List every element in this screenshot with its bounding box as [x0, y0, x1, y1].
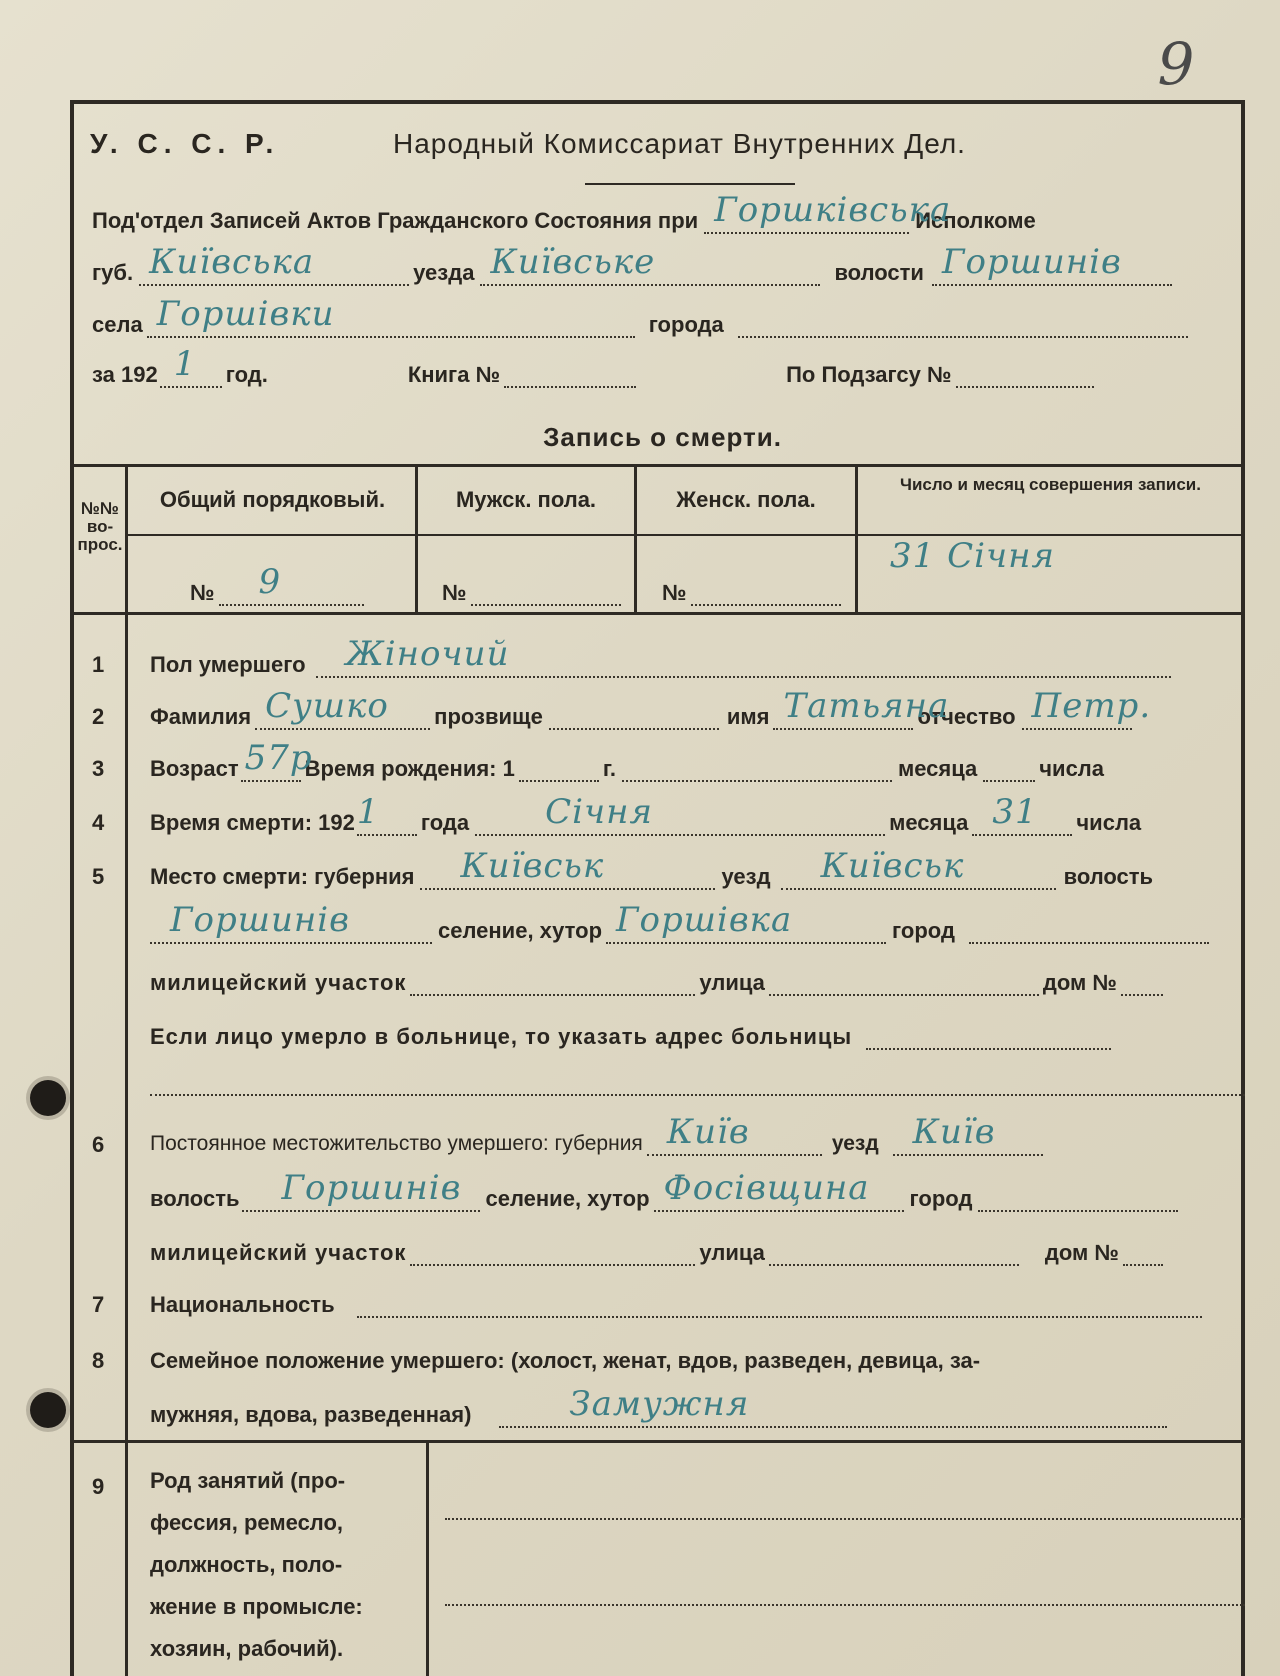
q2-patr-field[interactable]	[1022, 686, 1152, 730]
q6-uezd-handwriting: Київ	[912, 1112, 996, 1152]
general-number-header: Общий порядковый.	[159, 487, 386, 512]
q5-house-field[interactable]	[1121, 978, 1163, 996]
uezd-field[interactable]	[480, 242, 820, 286]
q8-label-line1: Семейное положение умершего: (холост, женат, вдов, разведен, девица, за-	[150, 1348, 981, 1373]
q4-year-field[interactable]	[356, 792, 417, 836]
q7-field[interactable]	[357, 1300, 1202, 1318]
q3-age-field[interactable]	[241, 738, 313, 782]
q5-uezd-handwriting: Київськ	[820, 846, 965, 886]
q3-row	[150, 738, 1105, 782]
q6-volost-label: волость	[150, 1186, 240, 1211]
q3-month-label: месяца	[897, 756, 978, 781]
q6-street-label: улица	[699, 1240, 765, 1265]
q5-house-label: дом №	[1042, 970, 1117, 995]
book-label: Книга №	[407, 362, 501, 387]
q2-name-label: имя	[726, 704, 770, 729]
q5-hospital-field-2[interactable]	[150, 1078, 1245, 1096]
q9-number: 9	[92, 1474, 105, 1499]
q8-handwriting: Замужня	[569, 1384, 750, 1424]
q5-hospital-field[interactable]	[866, 1032, 1111, 1050]
selo-handwriting: Горшівки	[156, 294, 335, 334]
q3-day-label: числа	[1039, 756, 1105, 781]
male-number-cell	[442, 580, 621, 606]
subdept-row	[92, 190, 1036, 234]
male-header: Мужск. пола.	[455, 487, 597, 512]
q9-line3: должность, поло-	[150, 1552, 343, 1577]
q5-gub-field[interactable]	[420, 846, 715, 890]
q6-militia-label: милицейский участок	[150, 1240, 407, 1265]
commissariat-title: Народный Комиссариат Внутренних Дел.	[393, 128, 966, 159]
q2-surname-field[interactable]	[255, 686, 430, 730]
year-row	[92, 344, 1094, 388]
book-field[interactable]	[504, 370, 636, 388]
uezd-handwriting: Київське	[490, 242, 656, 282]
q6-uezd-field[interactable]	[893, 1112, 1043, 1156]
q6-gorod-field[interactable]	[978, 1194, 1178, 1212]
female-header: Женск. пола.	[676, 487, 816, 512]
republic-title: У. С. С. Р.	[90, 128, 280, 159]
general-number-cell	[190, 562, 364, 606]
q7-row	[150, 1292, 1202, 1318]
q5-volost-handwriting: Горшинів	[170, 900, 350, 940]
q9-line1: Род занятий (про-	[150, 1468, 346, 1493]
q5-uezd-label: уезд	[721, 864, 771, 889]
q7-label: Национальность	[150, 1292, 335, 1317]
q2-row	[150, 686, 1152, 730]
q6-row-3	[150, 1240, 1163, 1266]
q2-number: 2	[92, 704, 105, 729]
q2-patr-handwriting: Петр.	[1031, 686, 1152, 726]
q6-uezd-label: уезд	[831, 1132, 879, 1155]
male-number-field[interactable]	[471, 588, 621, 606]
q2-name-handwriting: Татьяна	[783, 686, 950, 726]
q6-residence-label: Постоянное местожительство умершего: губерния	[150, 1132, 643, 1155]
q5-row-2	[150, 900, 1209, 944]
executive-label: Исполкоме	[915, 208, 1036, 233]
q8-number: 8	[92, 1348, 105, 1373]
q2-surname-label: Фамилия	[150, 704, 252, 729]
q1-row	[150, 634, 1171, 678]
q5-row-5	[150, 1078, 1245, 1096]
table-top-line	[73, 464, 1245, 467]
q5-selo-label: селение, хутор	[438, 918, 603, 943]
q5-selo-field[interactable]	[606, 900, 886, 944]
q1-handwriting: Жіночий	[345, 634, 510, 674]
volost-field[interactable]	[932, 242, 1172, 286]
volost-label: волости	[834, 260, 924, 285]
q5-gorod-field[interactable]	[969, 926, 1209, 944]
q6-house-field[interactable]	[1123, 1248, 1163, 1266]
q6-gorod-label: город	[909, 1186, 973, 1211]
q6-gub-handwriting: Київ	[666, 1112, 750, 1152]
q6-row-2	[150, 1168, 1178, 1212]
q3-number: 3	[92, 756, 105, 781]
q6-gub-field[interactable]	[647, 1112, 822, 1156]
q4-day-handwriting: 31	[992, 792, 1038, 832]
year-handwriting: 1	[173, 344, 197, 384]
q5-uezd-field[interactable]	[781, 846, 1056, 890]
page-number: 9	[1157, 30, 1195, 98]
q8-row-1	[150, 1348, 980, 1374]
q5-gorod-label: город	[892, 918, 955, 943]
gorod-label: города	[648, 312, 724, 337]
q5-hospital-label: Если лицо умерло в больнице, то указать адрес больницы	[150, 1024, 853, 1049]
q5-volost-label: волость	[1063, 864, 1154, 889]
podzags-label: По Подзагсу №	[786, 362, 952, 387]
q1-number: 1	[92, 652, 105, 677]
q4-row	[150, 792, 1142, 836]
q2-patr-label: отчество	[917, 704, 1016, 729]
q5-militia-field[interactable]	[410, 978, 695, 996]
selo-label: села	[92, 312, 143, 337]
selo-row	[92, 294, 1188, 338]
q3-birth-year-field[interactable]	[519, 764, 599, 782]
record-date-handwriting: 31 Січня	[890, 536, 1056, 576]
q6-militia-field[interactable]	[410, 1248, 695, 1266]
q3-age-label: Возраст	[150, 756, 239, 781]
binder-hole-top	[30, 1080, 66, 1116]
q3-birth-label: Время рождения: 1	[304, 756, 515, 781]
general-num-sign: №	[190, 580, 215, 605]
q5-militia-label: милицейский участок	[150, 970, 407, 995]
q5-row-1	[150, 846, 1154, 890]
q4-month-field[interactable]	[475, 792, 885, 836]
q5-number: 5	[92, 864, 105, 889]
q2-nick-field[interactable]	[549, 712, 719, 730]
q1-label: Пол умершего	[150, 652, 306, 677]
year-label: за 192	[92, 362, 158, 387]
q8-row-2	[150, 1384, 1167, 1428]
subdept-field[interactable]	[704, 190, 952, 234]
year-suffix: год.	[225, 362, 268, 387]
general-number-field[interactable]	[219, 562, 364, 606]
q9-line2: фессия, ремесло,	[150, 1510, 344, 1535]
q4-death-label: Время смерти: 192	[150, 810, 355, 835]
q5-volost-field[interactable]	[150, 900, 432, 944]
female-number-cell	[662, 580, 841, 606]
q-number-header: №№ во- прос.	[77, 499, 123, 554]
record-date-field[interactable]	[880, 536, 1180, 576]
q9-field-2[interactable]	[445, 1588, 1245, 1606]
gub-row	[92, 242, 1172, 286]
female-number-field[interactable]	[691, 588, 841, 606]
q4-year-label: года	[420, 810, 470, 835]
subdept-label: Под'отдел Записей Актов Гражданского Состояния при	[92, 208, 699, 233]
q5-row-3	[150, 970, 1163, 996]
q5-row-4	[150, 1024, 1111, 1050]
q9-label-block	[150, 1460, 418, 1670]
q1-field[interactable]	[316, 634, 1171, 678]
q2-nick-label: прозвище	[434, 704, 543, 729]
record-date-cell	[880, 536, 1180, 576]
q8-label-line2: мужняя, вдова, разведенная)	[150, 1402, 472, 1427]
binder-hole-bottom	[30, 1392, 66, 1428]
q9-column-line	[426, 1440, 429, 1676]
q6-row-1	[150, 1112, 1043, 1156]
q4-day-field[interactable]	[972, 792, 1072, 836]
q6-selo-handwriting: Фосівщина	[663, 1168, 870, 1208]
q6-selo-label: селение, хутор	[485, 1186, 650, 1211]
question-column-line	[125, 464, 128, 1676]
record-title: Запись о смерти.	[543, 422, 782, 452]
q3-age-handwriting: 57р	[244, 738, 313, 778]
q6-volost-handwriting: Горшинів	[281, 1168, 462, 1208]
q4-year-handwriting: 1	[356, 792, 380, 832]
q5-gub-handwriting: Київськ	[460, 846, 605, 886]
female-num-sign: №	[662, 580, 687, 605]
q2-surname-handwriting: Сушко	[265, 686, 389, 726]
year-field[interactable]	[160, 344, 222, 388]
q6-street-field[interactable]	[769, 1248, 1019, 1266]
gub-label: губ.	[92, 260, 134, 285]
q5-selo-handwriting: Горшівка	[616, 900, 793, 940]
selo-field[interactable]	[147, 294, 635, 338]
uezd-label: уезда	[413, 260, 475, 285]
q4-month-label: месяца	[889, 810, 969, 835]
subdept-handwriting: Горшківська	[714, 190, 952, 230]
q5-place-label: Место смерти: губерния	[150, 864, 415, 889]
q8-field[interactable]	[499, 1384, 1167, 1428]
q9-field-1[interactable]	[445, 1502, 1245, 1520]
table-mid-line	[125, 534, 1243, 536]
male-num-sign: №	[442, 580, 467, 605]
q9-line5: хозяин, рабочий).	[150, 1636, 344, 1661]
q6-volost-field[interactable]	[242, 1168, 480, 1212]
q7-number: 7	[92, 1292, 105, 1317]
q4-number: 4	[92, 810, 105, 835]
q3-g-label: г.	[602, 756, 616, 781]
q5-street-field[interactable]	[769, 978, 1039, 996]
general-number-handwriting: 9	[258, 562, 282, 602]
q3-birth-day-field[interactable]	[983, 764, 1035, 782]
gub-field[interactable]	[139, 242, 409, 286]
volost-handwriting: Горшинів	[941, 242, 1122, 282]
gub-handwriting: Київська	[149, 242, 315, 282]
record-date-header: Число и месяц совершения записи.	[900, 475, 1201, 494]
q6-number: 6	[92, 1132, 105, 1157]
q6-house-label: дом №	[1044, 1240, 1119, 1265]
q2-name-field[interactable]	[773, 686, 950, 730]
q6-selo-field[interactable]	[654, 1168, 904, 1212]
table-head-bottom-line	[73, 612, 1245, 615]
q3-birth-month-field[interactable]	[622, 764, 892, 782]
q9-line4: жение в промысле:	[150, 1594, 363, 1619]
q9-top-line	[73, 1440, 1245, 1443]
title-underline	[585, 183, 795, 185]
q4-month-handwriting: Січня	[545, 792, 654, 832]
podzags-field[interactable]	[956, 370, 1094, 388]
gorod-field[interactable]	[738, 320, 1188, 338]
q5-street-label: улица	[699, 970, 765, 995]
q4-day-label: числа	[1076, 810, 1142, 835]
